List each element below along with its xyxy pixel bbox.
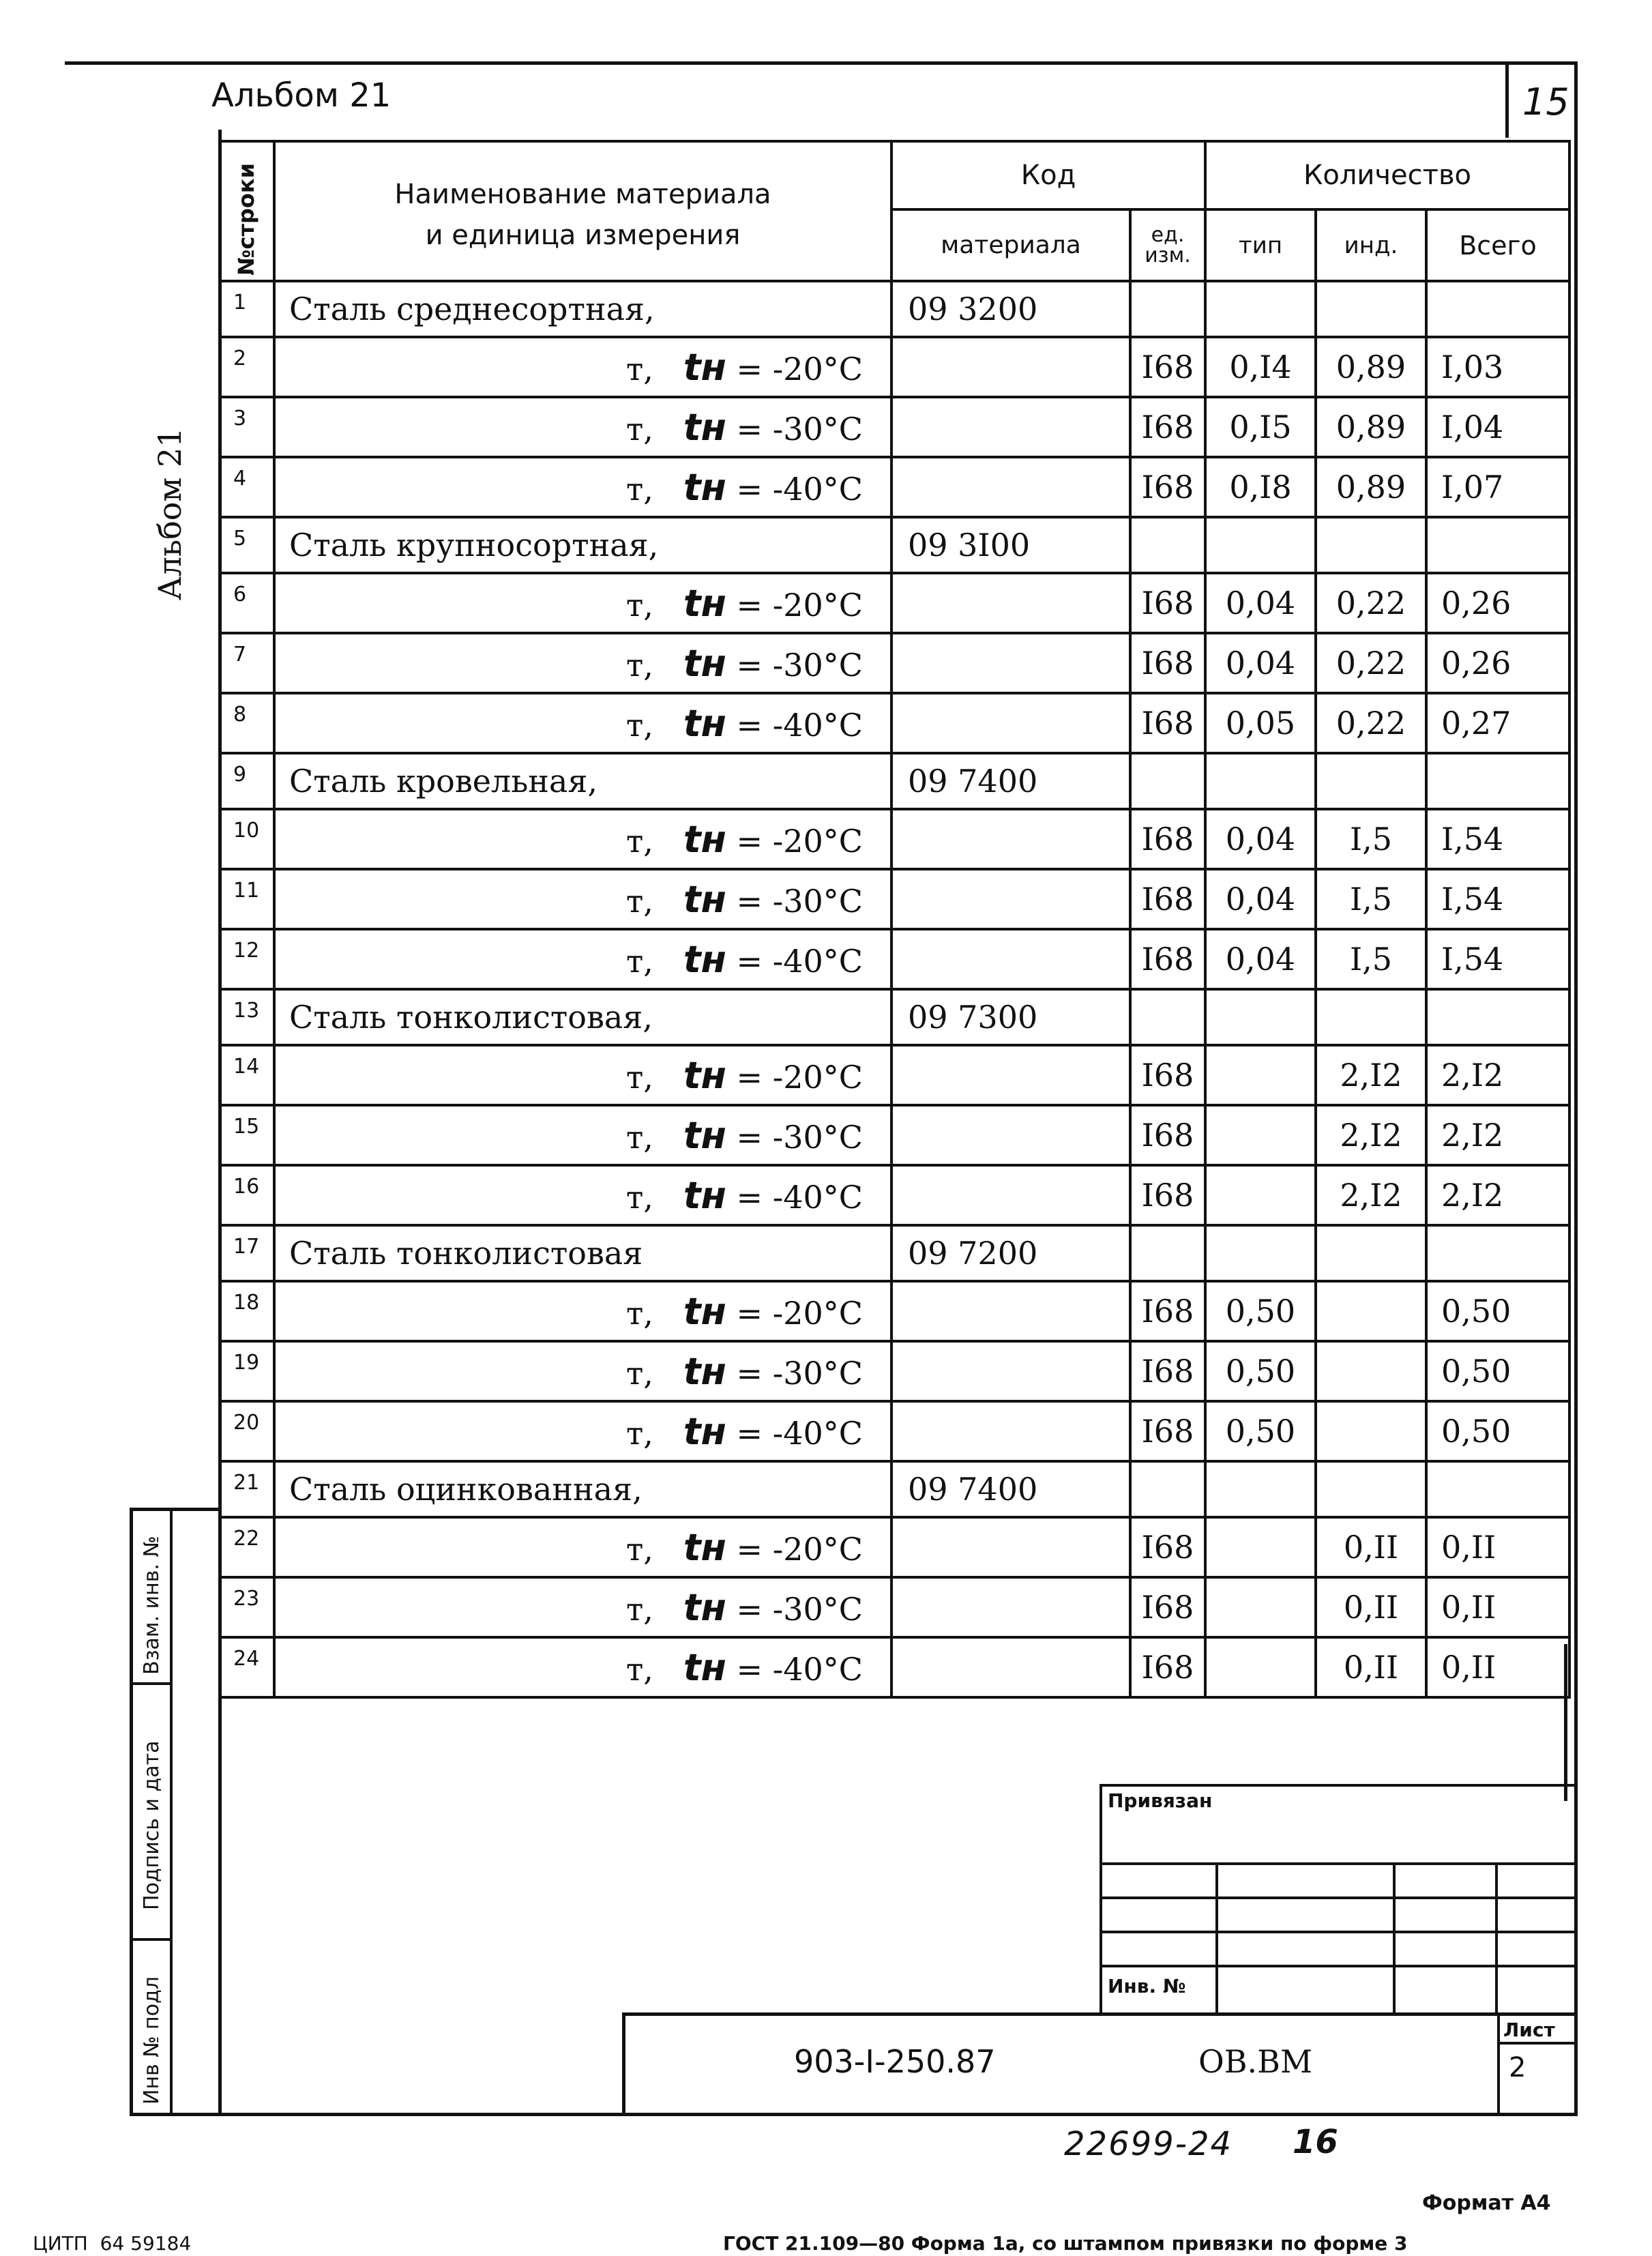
material-name: Сталь среднесортная, xyxy=(274,281,891,337)
col-code-header: Код xyxy=(891,141,1205,209)
material-code xyxy=(891,809,1130,869)
qty-ind xyxy=(1316,1281,1426,1341)
col-unit: ед. изм. xyxy=(1130,209,1205,281)
table-row xyxy=(220,869,1569,929)
qty-type: 0,50 xyxy=(1205,1341,1316,1401)
row-number: 9 xyxy=(220,753,274,809)
row-number: 2 xyxy=(220,337,274,397)
table-row xyxy=(220,337,1569,397)
table-row xyxy=(220,693,1569,753)
qty-type: 0,04 xyxy=(1205,633,1316,693)
unit-code: I68 xyxy=(1130,869,1205,929)
row-number: 14 xyxy=(220,1045,274,1105)
material-unit-temp: т, tн = -20°C xyxy=(274,337,891,397)
unit-code: I68 xyxy=(1130,929,1205,989)
material-unit-temp: т, tн = -20°C xyxy=(274,1045,891,1105)
row-number: 3 xyxy=(220,397,274,457)
qty-ind: 0,22 xyxy=(1316,633,1426,693)
material-code: 09 3200 xyxy=(891,281,1130,337)
material-code xyxy=(891,633,1130,693)
material-unit-temp: т, tн = -20°C xyxy=(274,573,891,633)
qty-ind: I,5 xyxy=(1316,869,1426,929)
col-qty-total: Всего xyxy=(1426,209,1569,281)
approval-stamp-column xyxy=(130,1508,222,2116)
qty-ind xyxy=(1316,1461,1426,1517)
material-code xyxy=(891,1341,1130,1401)
unit-code: I68 xyxy=(1130,633,1205,693)
tn-symbol: tн xyxy=(683,1113,726,1157)
unit-code: I68 xyxy=(1130,1105,1205,1165)
unit-code: I68 xyxy=(1130,397,1205,457)
unit-code xyxy=(1130,1225,1205,1281)
table-row xyxy=(220,809,1569,869)
unit-code xyxy=(1130,517,1205,573)
table-row xyxy=(220,753,1569,809)
qty-type: 0,50 xyxy=(1205,1401,1316,1461)
row-number: 15 xyxy=(220,1105,274,1165)
material-code xyxy=(891,693,1130,753)
material-code xyxy=(891,397,1130,457)
inv-no-label: Инв. № xyxy=(1108,1975,1186,1997)
qty-ind: 0,II xyxy=(1316,1637,1426,1697)
stamp-inv-cell: Инв № подл xyxy=(133,1941,173,2116)
page-number: 15 xyxy=(1522,80,1569,123)
row-number: 10 xyxy=(220,809,274,869)
row-number: 21 xyxy=(220,1461,274,1517)
table-row xyxy=(220,1165,1569,1225)
format-label: Формат А4 xyxy=(1422,2191,1551,2215)
col-name-header: Наименование материала и единица измерения xyxy=(274,141,891,281)
stamp-vzam-cell: Взам. инв. № xyxy=(133,1511,173,1685)
material-code: 09 7400 xyxy=(891,753,1130,809)
row-number: 22 xyxy=(220,1517,274,1577)
designation: 903-I-250.87 xyxy=(794,2043,996,2080)
tn-symbol: tн xyxy=(683,1585,726,1629)
qty-type: 0,04 xyxy=(1205,929,1316,989)
qty-total: 2,I2 xyxy=(1426,1165,1569,1225)
material-unit-temp: т, tн = -40°C xyxy=(274,1165,891,1225)
qty-type xyxy=(1205,281,1316,337)
qty-ind xyxy=(1316,1401,1426,1461)
material-code xyxy=(891,1281,1130,1341)
row-number: 5 xyxy=(220,517,274,573)
table-row xyxy=(220,633,1569,693)
row-number: 6 xyxy=(220,573,274,633)
table-row xyxy=(220,457,1569,517)
handwritten-page-no: 16 xyxy=(1293,2123,1338,2161)
qty-type xyxy=(1205,1637,1316,1697)
material-name: Сталь оцинкованная, xyxy=(274,1461,891,1517)
qty-total: 2,I2 xyxy=(1426,1045,1569,1105)
material-code xyxy=(891,1577,1130,1637)
privyazan-label: Привязан xyxy=(1108,1789,1213,1812)
tn-symbol: tн xyxy=(683,1645,726,1689)
table-row xyxy=(220,1105,1569,1165)
material-code xyxy=(891,337,1130,397)
qty-total: 0,II xyxy=(1426,1517,1569,1577)
unit-code: I68 xyxy=(1130,809,1205,869)
tn-symbol: tн xyxy=(683,817,726,861)
material-name: Сталь тонколистовая, xyxy=(274,989,891,1045)
row-number: 17 xyxy=(220,1225,274,1281)
qty-ind xyxy=(1316,1225,1426,1281)
handwritten-registry-no: 22699-24 xyxy=(1064,2125,1233,2163)
qty-total: 2,I2 xyxy=(1426,1105,1569,1165)
material-code xyxy=(891,1165,1130,1225)
qty-total: I,54 xyxy=(1426,929,1569,989)
qty-total xyxy=(1426,517,1569,573)
qty-ind: 2,I2 xyxy=(1316,1045,1426,1105)
material-code xyxy=(891,1401,1130,1461)
unit-code: I68 xyxy=(1130,1637,1205,1697)
table-row xyxy=(220,1225,1569,1281)
qty-total: I,54 xyxy=(1426,809,1569,869)
qty-total xyxy=(1426,753,1569,809)
table-row xyxy=(220,1401,1569,1461)
row-number: 19 xyxy=(220,1341,274,1401)
unit-code xyxy=(1130,1461,1205,1517)
tn-symbol: tн xyxy=(683,937,726,981)
row-number: 20 xyxy=(220,1401,274,1461)
table-row xyxy=(220,1045,1569,1105)
qty-total: 0,50 xyxy=(1426,1401,1569,1461)
material-code xyxy=(891,869,1130,929)
unit-code: I68 xyxy=(1130,1281,1205,1341)
stamp-sign-cell: Подпись и дата xyxy=(133,1685,173,1941)
row-number: 23 xyxy=(220,1577,274,1637)
qty-type: 0,50 xyxy=(1205,1281,1316,1341)
qty-ind: I,5 xyxy=(1316,929,1426,989)
tn-symbol: tн xyxy=(683,465,726,509)
qty-ind: 0,89 xyxy=(1316,457,1426,517)
qty-total xyxy=(1426,1225,1569,1281)
table-row xyxy=(220,281,1569,337)
doc-code: ОВ.ВМ xyxy=(1198,2043,1313,2080)
material-unit-temp: т, tн = -30°C xyxy=(274,1577,891,1637)
tn-symbol: tн xyxy=(683,1173,726,1217)
material-unit-temp: т, tн = -40°C xyxy=(274,1401,891,1461)
tn-symbol: tн xyxy=(683,405,726,449)
col-row-no-header: №строки xyxy=(220,141,274,281)
table-row xyxy=(220,929,1569,989)
qty-type xyxy=(1205,1461,1316,1517)
qty-total: 0,26 xyxy=(1426,573,1569,633)
qty-type xyxy=(1205,753,1316,809)
qty-ind xyxy=(1316,517,1426,573)
material-code: 09 7300 xyxy=(891,989,1130,1045)
qty-type xyxy=(1205,1577,1316,1637)
qty-ind xyxy=(1316,1341,1426,1401)
material-name: Сталь крупносортная, xyxy=(274,517,891,573)
qty-type xyxy=(1205,1225,1316,1281)
qty-type xyxy=(1205,517,1316,573)
qty-ind: 0,22 xyxy=(1316,693,1426,753)
qty-type: 0,I8 xyxy=(1205,457,1316,517)
frame-right-lower xyxy=(1564,1644,1567,1801)
tn-symbol: tн xyxy=(683,1289,726,1333)
qty-total: I,04 xyxy=(1426,397,1569,457)
tn-symbol: tн xyxy=(683,1349,726,1393)
unit-code: I68 xyxy=(1130,573,1205,633)
unit-code: I68 xyxy=(1130,337,1205,397)
tn-symbol: tн xyxy=(683,1525,726,1569)
unit-code xyxy=(1130,753,1205,809)
qty-ind: 0,89 xyxy=(1316,337,1426,397)
sheet-label: Лист xyxy=(1503,2019,1555,2041)
row-number: 12 xyxy=(220,929,274,989)
table-row xyxy=(220,1517,1569,1577)
material-code: 09 7200 xyxy=(891,1225,1130,1281)
row-number: 11 xyxy=(220,869,274,929)
tn-symbol: tн xyxy=(683,345,726,389)
qty-ind xyxy=(1316,753,1426,809)
row-number: 24 xyxy=(220,1637,274,1697)
col-qty-ind: инд. xyxy=(1316,209,1426,281)
qty-type: 0,04 xyxy=(1205,809,1316,869)
col-qty-header: Количество xyxy=(1205,141,1569,209)
print-org: ЦИТП 64 59184 xyxy=(33,2232,192,2255)
qty-ind: 2,I2 xyxy=(1316,1105,1426,1165)
material-unit-temp: т, tн = -30°C xyxy=(274,633,891,693)
qty-total: 0,II xyxy=(1426,1637,1569,1697)
qty-total xyxy=(1426,989,1569,1045)
side-album-label: Альбом 21 xyxy=(151,427,188,600)
row-number: 13 xyxy=(220,989,274,1045)
row-number: 4 xyxy=(220,457,274,517)
qty-ind: I,5 xyxy=(1316,809,1426,869)
row-number: 8 xyxy=(220,693,274,753)
material-code xyxy=(891,1045,1130,1105)
tn-symbol: tн xyxy=(683,641,726,685)
material-unit-temp: т, tн = -40°C xyxy=(274,457,891,517)
unit-code: I68 xyxy=(1130,1165,1205,1225)
gost-note: ГОСТ 21.109—80 Форма 1а, со штампом привязки по форме 3 xyxy=(723,2232,1408,2255)
qty-ind: 0,89 xyxy=(1316,397,1426,457)
qty-ind: 2,I2 xyxy=(1316,1165,1426,1225)
qty-total: 0,27 xyxy=(1426,693,1569,753)
unit-code: I68 xyxy=(1130,1401,1205,1461)
material-code xyxy=(891,573,1130,633)
qty-ind: 0,II xyxy=(1316,1517,1426,1577)
material-name: Сталь кровельная, xyxy=(274,753,891,809)
qty-total: I,54 xyxy=(1426,869,1569,929)
material-unit-temp: т, tн = -40°C xyxy=(274,929,891,989)
table-row xyxy=(220,989,1569,1045)
material-code: 09 7400 xyxy=(891,1461,1130,1517)
material-unit-temp: т, tн = -20°C xyxy=(274,1281,891,1341)
table-row xyxy=(220,397,1569,457)
tn-symbol: tн xyxy=(683,701,726,745)
qty-type xyxy=(1205,1105,1316,1165)
material-code xyxy=(891,1517,1130,1577)
sheet-number: 2 xyxy=(1509,2052,1526,2083)
table-row xyxy=(220,573,1569,633)
qty-type xyxy=(1205,1517,1316,1577)
material-unit-temp: т, tн = -40°C xyxy=(274,1637,891,1697)
row-number: 16 xyxy=(220,1165,274,1225)
qty-ind xyxy=(1316,989,1426,1045)
row-number: 1 xyxy=(220,281,274,337)
qty-total xyxy=(1426,281,1569,337)
table-row xyxy=(220,1281,1569,1341)
tn-symbol: tн xyxy=(683,1409,726,1453)
material-unit-temp: т, tн = -30°C xyxy=(274,1341,891,1401)
material-code xyxy=(891,929,1130,989)
qty-type xyxy=(1205,1165,1316,1225)
material-unit-temp: т, tн = -40°C xyxy=(274,693,891,753)
title-block xyxy=(622,1784,1578,2116)
qty-type: 0,I4 xyxy=(1205,337,1316,397)
unit-code: I68 xyxy=(1130,1577,1205,1637)
material-code: 09 3I00 xyxy=(891,517,1130,573)
table-row xyxy=(220,517,1569,573)
unit-code: I68 xyxy=(1130,1517,1205,1577)
table-row xyxy=(220,1577,1569,1637)
table-row xyxy=(220,1637,1569,1697)
qty-total: I,03 xyxy=(1426,337,1569,397)
row-number: 7 xyxy=(220,633,274,693)
material-unit-temp: т, tн = -30°C xyxy=(274,397,891,457)
tn-symbol: tн xyxy=(683,581,726,625)
tn-symbol: tн xyxy=(683,1053,726,1097)
table-row xyxy=(220,1461,1569,1517)
material-code xyxy=(891,1105,1130,1165)
unit-code xyxy=(1130,281,1205,337)
qty-total: 0,26 xyxy=(1426,633,1569,693)
material-unit-temp: т, tн = -20°C xyxy=(274,809,891,869)
qty-total: 0,50 xyxy=(1426,1281,1569,1341)
material-code xyxy=(891,1637,1130,1697)
qty-total: 0,50 xyxy=(1426,1341,1569,1401)
qty-total: 0,II xyxy=(1426,1577,1569,1637)
qty-ind: 0,II xyxy=(1316,1577,1426,1637)
row-number: 18 xyxy=(220,1281,274,1341)
qty-total xyxy=(1426,1461,1569,1517)
qty-type xyxy=(1205,989,1316,1045)
tn-symbol: tн xyxy=(683,877,726,921)
qty-ind: 0,22 xyxy=(1316,573,1426,633)
material-unit-temp: т, tн = -30°C xyxy=(274,869,891,929)
unit-code: I68 xyxy=(1130,1341,1205,1401)
material-spec-table xyxy=(218,140,1571,1699)
material-unit-temp: т, tн = -30°C xyxy=(274,1105,891,1165)
table-row xyxy=(220,1341,1569,1401)
material-code xyxy=(891,457,1130,517)
material-name: Сталь тонколистовая xyxy=(274,1225,891,1281)
qty-type: 0,05 xyxy=(1205,693,1316,753)
qty-type: 0,04 xyxy=(1205,573,1316,633)
qty-ind xyxy=(1316,281,1426,337)
unit-code xyxy=(1130,989,1205,1045)
col-qty-type: тип xyxy=(1205,209,1316,281)
unit-code: I68 xyxy=(1130,693,1205,753)
col-code-material: материала xyxy=(891,209,1130,281)
qty-type: 0,I5 xyxy=(1205,397,1316,457)
unit-code: I68 xyxy=(1130,1045,1205,1105)
qty-type: 0,04 xyxy=(1205,869,1316,929)
album-title: Альбом 21 xyxy=(211,76,392,115)
qty-type xyxy=(1205,1045,1316,1105)
qty-total: I,07 xyxy=(1426,457,1569,517)
unit-code: I68 xyxy=(1130,457,1205,517)
material-unit-temp: т, tн = -20°C xyxy=(274,1517,891,1577)
